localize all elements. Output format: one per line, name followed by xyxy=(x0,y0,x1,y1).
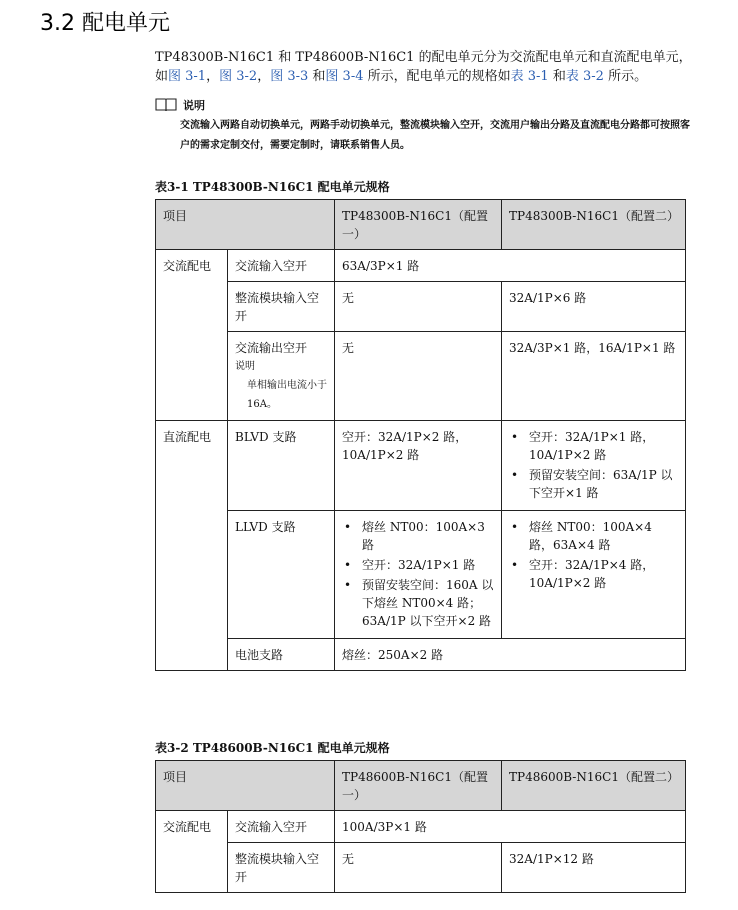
table1 xyxy=(155,199,686,671)
cell-value: 空开：32A/1P×2 路，10A/1P×2 路 xyxy=(335,421,502,511)
group-spacer xyxy=(156,282,228,332)
intro-and-1: 和 xyxy=(308,69,326,84)
cell-value: 63A/3P×1 路 xyxy=(335,250,686,282)
row-label: 交流输入空开 xyxy=(228,250,335,282)
intro-and-2: 和 xyxy=(548,69,566,84)
cell-value: 32A/3P×1 路，16A/1P×1 路 xyxy=(502,332,686,421)
section-heading: 3.2 配电单元 xyxy=(40,11,170,36)
cell-value: 无 xyxy=(335,332,502,421)
note-box xyxy=(155,96,695,156)
intro-paragraph xyxy=(155,48,695,86)
list-item: • 空开：32A/1P×1 路，10A/1P×2 路 xyxy=(509,428,678,464)
header-item: 项目 xyxy=(156,761,335,811)
group-spacer xyxy=(156,511,228,639)
header-item: 项目 xyxy=(156,200,335,250)
group-ac: 交流配电 xyxy=(156,811,228,843)
header-config1: TP48600B-N16C1（配置一） xyxy=(335,761,502,811)
table-row xyxy=(156,511,686,639)
group-dc: 直流配电 xyxy=(156,421,228,511)
list-item: • 空开：32A/1P×1 路 xyxy=(342,556,494,574)
list-item: • 预留安装空间：63A/1P 以下空开×1 路 xyxy=(509,466,678,502)
cell-value: 32A/1P×12 路 xyxy=(502,843,686,893)
group-spacer xyxy=(156,843,228,893)
header-config2: TP48300B-N16C1（配置二） xyxy=(502,200,686,250)
cell-value: 熔丝：250A×2 路 xyxy=(335,639,686,671)
link-table-3-1[interactable]: 表 3-1 xyxy=(510,69,549,84)
table2-caption: 表3-2 TP48600B-N16C1 配电单元规格 xyxy=(155,741,390,755)
row-label xyxy=(228,332,335,421)
row-label: 交流输入空开 xyxy=(228,811,335,843)
intro-text-3: 所示。 xyxy=(603,69,648,84)
intro-text-2: 所示，配电单元的规格如 xyxy=(363,69,511,84)
cell-list xyxy=(502,511,686,639)
link-figure-3-3[interactable]: 图 3-3 xyxy=(270,69,309,84)
table-row xyxy=(156,843,686,893)
list-item: • 熔丝 NT00：100A×4 路，63A×4 路 xyxy=(509,518,678,554)
group-spacer xyxy=(156,639,228,671)
table1-caption: 表3-1 TP48300B-N16C1 配电单元规格 xyxy=(155,180,390,194)
link-figure-3-2[interactable]: 图 3-2 xyxy=(219,69,258,84)
table-row xyxy=(156,811,686,843)
subnote-body: 单相输出电流小于 16A。 xyxy=(247,380,327,410)
intro-text-1: TP48300B-N16C1 和 TP48600B-N16C1 的配电单元分为交流配电单元和直流配电单元，如 xyxy=(155,50,692,84)
table-row xyxy=(156,639,686,671)
row-label-text: 交流输出空开 xyxy=(235,341,308,355)
cell-list xyxy=(502,421,686,511)
list-item: • 熔丝 NT00：100A×3 路 xyxy=(342,518,494,554)
row-label: LLVD 支路 xyxy=(228,511,335,639)
table2-header-row xyxy=(156,761,686,811)
cell-value: 无 xyxy=(335,282,502,332)
note-body: 交流输入两路自动切换单元，两路手动切换单元，整流模块输入空开，交流用户输出分路及直流配电分路都可按照客户的需求定制交付，需要定制时，请联系销售人员。 xyxy=(180,120,690,151)
table-row xyxy=(156,282,686,332)
list-item: • 预留安装空间：160A 以下熔丝 NT00×4 路；63A/1P 以下空开×2 路 xyxy=(342,576,494,630)
group-ac: 交流配电 xyxy=(156,250,228,282)
row-label: 整流模块输入空开 xyxy=(228,282,335,332)
row-label: BLVD 支路 xyxy=(228,421,335,511)
header-config2: TP48600B-N16C1（配置二） xyxy=(502,761,686,811)
header-config1: TP48300B-N16C1（配置一） xyxy=(335,200,502,250)
subnote-title: 说明 xyxy=(235,361,255,372)
link-figure-3-1[interactable]: 图 3-1 xyxy=(168,69,207,84)
table-row xyxy=(156,250,686,282)
table1-header-row xyxy=(156,200,686,250)
intro-sep-1: ， xyxy=(206,69,220,84)
row-label: 电池支路 xyxy=(228,639,335,671)
table-row xyxy=(156,332,686,421)
cell-value: 32A/1P×6 路 xyxy=(502,282,686,332)
group-spacer xyxy=(156,332,228,421)
intro-sep-2: ， xyxy=(257,69,271,84)
list-item: • 空开：32A/1P×4 路，10A/1P×2 路 xyxy=(509,556,678,592)
table-row xyxy=(156,421,686,511)
note-title: 说明 xyxy=(183,99,205,112)
cell-value: 无 xyxy=(335,843,502,893)
row-label: 整流模块输入空开 xyxy=(228,843,335,893)
link-figure-3-4[interactable]: 图 3-4 xyxy=(325,69,364,84)
link-table-3-2[interactable]: 表 3-2 xyxy=(565,69,604,84)
table2 xyxy=(155,760,686,893)
cell-value: 100A/3P×1 路 xyxy=(335,811,686,843)
book-icon xyxy=(155,98,177,112)
cell-list xyxy=(335,511,502,639)
